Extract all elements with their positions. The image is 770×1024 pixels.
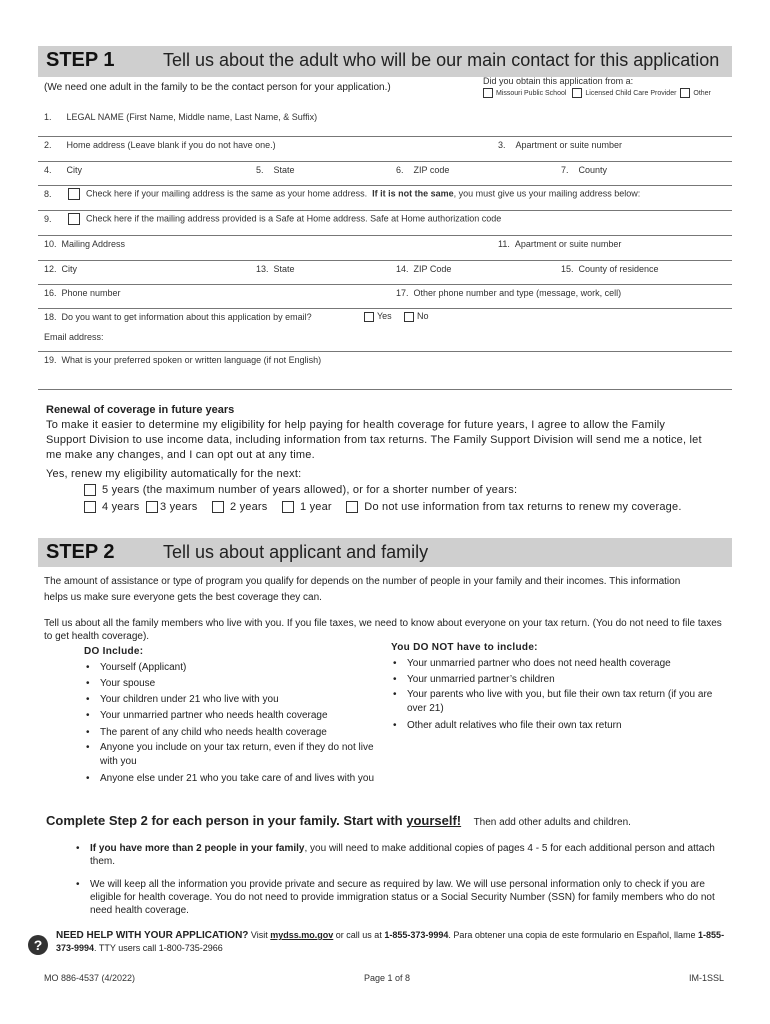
complete-step2-bold: Complete Step 2 for each person in your family. Start with [46, 813, 407, 828]
step2-notes [74, 842, 724, 917]
renew-2-years-checkbox[interactable] [212, 501, 224, 513]
other-phone-label: 17. Other phone number and type (message, work, cell) [396, 288, 622, 298]
city-label: 4. City [44, 165, 83, 175]
obtain-options [483, 88, 711, 98]
row-language[interactable] [38, 352, 732, 390]
mailing-city-label: 12. City [44, 264, 78, 274]
renew-2-years-label: 2 years [230, 501, 268, 513]
renew-4-years-checkbox[interactable] [84, 501, 96, 513]
option-child-care-label: Licensed Child Care Provider [585, 89, 677, 97]
state-label: 5. State [256, 165, 295, 175]
zip-label: 6. ZIP code [396, 165, 450, 175]
complete-step2-line [46, 812, 631, 830]
note-copies-bold: If you have more than 2 people in your family [90, 843, 305, 854]
renewal-prompt: Yes, renew my eligibility automatically for the next: [46, 468, 302, 480]
complete-step2-rest: Then add other adults and children. [473, 817, 631, 828]
renew-4-years-label: 4 years [102, 501, 140, 513]
include-item: • Anyone else under 21 who you take care of and lives with you [84, 772, 384, 786]
step1-title: Tell us about the adult who will be our main contact for this application [163, 50, 720, 70]
obtain-question: Did you obtain this application from a: [483, 76, 634, 86]
renewal-heading: Renewal of coverage in future years [46, 404, 235, 416]
mailing-not-same-rest: , you must give us your mailing address below: [453, 188, 641, 199]
help-tty-text: . TTY users call 1-800-735-2966 [94, 943, 223, 953]
row-home-address[interactable] [38, 137, 732, 162]
option-public-school-checkbox[interactable] [483, 88, 493, 98]
email-address-label[interactable]: Email address: [44, 332, 104, 342]
form-code: IM-1SSL [689, 973, 725, 983]
mailing-zip-label: 14. ZIP Code [396, 264, 452, 274]
field-9-text [68, 213, 501, 225]
email-no-option [404, 311, 429, 322]
renew-5-years-checkbox[interactable] [84, 484, 96, 496]
do-include-section [84, 646, 384, 786]
help-text [56, 929, 728, 955]
note-privacy: • We will keep all the information you provide private and secure as required by law. We will use personal information only to check if you are eligible for health coverage. You do not need to provide immigration status or a Social Security Number (SSN) for family members who do not need health coverage. [74, 878, 724, 917]
include-item: • Your children under 21 who live with you [84, 692, 384, 708]
step1-label: STEP 1 [46, 49, 115, 71]
mailing-apartment-label: 11. Apartment or suite number [498, 239, 622, 249]
help-visit-text: Visit [248, 930, 271, 940]
renew-5-years-label: 5 years (the maximum number of years allowed), or for a shorter number of years: [102, 484, 518, 496]
step2-title: Tell us about applicant and family [163, 542, 429, 562]
county-residence-label: 15. County of residence [561, 264, 659, 274]
complete-step2-yourself: yourself! [406, 813, 462, 828]
renew-none-checkbox[interactable] [346, 501, 358, 513]
include-item: • Yourself (Applicant) [84, 660, 384, 676]
option-public-school-label: Missouri Public School [496, 89, 567, 97]
mailing-not-same-bold: If it is not the same [372, 188, 454, 199]
row-legal-name[interactable] [38, 108, 732, 137]
help-phone-spanish: 1-855-373-9994 [56, 930, 725, 953]
row-mailing-same [38, 186, 732, 211]
email-no-checkbox[interactable] [404, 312, 414, 322]
language-label: 19. What is your preferred spoken or written language (if not English) [44, 355, 322, 365]
note-copies-rest: , you will need to make additional copies of pages 4 - 5 for each additional person and attach them. [90, 843, 715, 867]
exclude-item: • Other adult relatives who file their own tax return [391, 718, 721, 734]
exclude-item: • Your parents who live with you, but file their own tax return (if you are over 21) [391, 688, 721, 718]
phone-label: 16. Phone number [44, 288, 121, 298]
note-copies [74, 842, 724, 868]
county-label: 7. County [561, 165, 608, 175]
mailing-state-label: 13. State [256, 264, 295, 274]
help-spanish-text: . Para obtener una copia de este formulario en Español, llame [448, 930, 699, 940]
legal-name-label: 1. LEGAL NAME (First Name, Middle name, Last Name, & Suffix) [44, 112, 318, 122]
renew-3-years-checkbox[interactable] [146, 501, 158, 513]
field-8-number: 8. [44, 189, 52, 199]
do-not-include-section [391, 642, 721, 734]
email-yes-label: Yes [377, 311, 392, 321]
mailing-same-label: Check here if your mailing address is the same as your home address. [86, 188, 368, 199]
option-other-checkbox[interactable] [680, 88, 690, 98]
row-mailing-address[interactable] [38, 236, 732, 261]
help-website-link[interactable]: mydss.mo.gov [270, 930, 334, 940]
step1-subtitle: (We need one adult in the family to be the contact person for your application.) [44, 82, 391, 93]
exclude-item: • Your unmarried partner’s children [391, 672, 721, 688]
email-question: 18. Do you want to get information about this application by email? [44, 312, 312, 322]
include-item: • Your unmarried partner who needs health coverage [84, 708, 384, 724]
help-phone: 1-855-373-9994 [384, 930, 449, 940]
email-yes-checkbox[interactable] [364, 312, 374, 322]
include-item: • The parent of any child who needs health coverage [84, 724, 384, 741]
step2-paragraph-1: The amount of assistance or type of program you qualify for depends on the number of people in your family and their incomes. This information helps us make sure everyone gets the best coverage they can. [44, 576, 681, 603]
step2-label: STEP 2 [46, 541, 115, 563]
safe-at-home-checkbox[interactable] [68, 213, 80, 225]
option-child-care-checkbox[interactable] [572, 88, 582, 98]
apartment-label: 3. Apartment or suite number [498, 140, 623, 150]
field-9-number: 9. [44, 214, 52, 224]
mailing-address-label: 10. Mailing Address [44, 239, 126, 249]
option-other-label: Other [693, 89, 711, 97]
renewal-short-options [84, 500, 704, 515]
do-include-list [84, 660, 384, 786]
do-not-include-heading: You DO NOT have to include: [391, 642, 538, 653]
email-yes-option [364, 311, 392, 322]
safe-at-home-label: Check here if the mailing address provided is a Safe at Home address. Safe at Home authorization code [86, 213, 502, 224]
include-item: • Anyone you include on your tax return, even if they do not live with you [84, 741, 384, 772]
renew-none-label: Do not use information from tax returns to renew my coverage. [364, 501, 682, 513]
renewal-paragraph: To make it easier to determine my eligibility for help paying for health coverage for future years, I agree to allow the Family Support Division to use income data, including information from tax returns. The Family Support Division will send me a notice, let me make any changes, and I can opt out at any time. [46, 419, 702, 461]
field-8-text [68, 188, 640, 200]
question-icon: ? [28, 935, 48, 955]
step2-paragraph-2: Tell us about all the family members who live with you. If you file taxes, we need to know about everyone on your tax return. (You do not need to file taxes to get health coverage). [44, 618, 722, 642]
help-call-text: or call us at [333, 930, 385, 940]
row-safe-at-home [38, 211, 732, 236]
email-no-label: No [417, 311, 429, 321]
include-item: • Your spouse [84, 676, 384, 692]
form-number: MO 886-4537 (4/2022) [44, 973, 136, 983]
row-email [38, 309, 732, 352]
renew-1-year-checkbox[interactable] [282, 501, 294, 513]
row-mailing-city[interactable] [38, 261, 732, 285]
renew-1-year-label: 1 year [300, 501, 332, 513]
do-include-heading: DO Include: [84, 646, 144, 657]
renewal-5-years-option [84, 483, 517, 498]
home-address-label: 2. Home address (Leave blank if you do not have one.) [44, 140, 276, 150]
row-phone[interactable] [38, 285, 732, 309]
exclude-item: • Your unmarried partner who does not need health coverage [391, 656, 721, 672]
row-city-state[interactable] [38, 162, 732, 186]
help-bold: NEED HELP WITH YOUR APPLICATION? [56, 930, 249, 941]
do-not-include-list [391, 656, 721, 734]
page-number: Page 1 of 8 [364, 973, 411, 983]
renew-3-years-label: 3 years [160, 501, 198, 513]
mailing-same-checkbox[interactable] [68, 188, 80, 200]
